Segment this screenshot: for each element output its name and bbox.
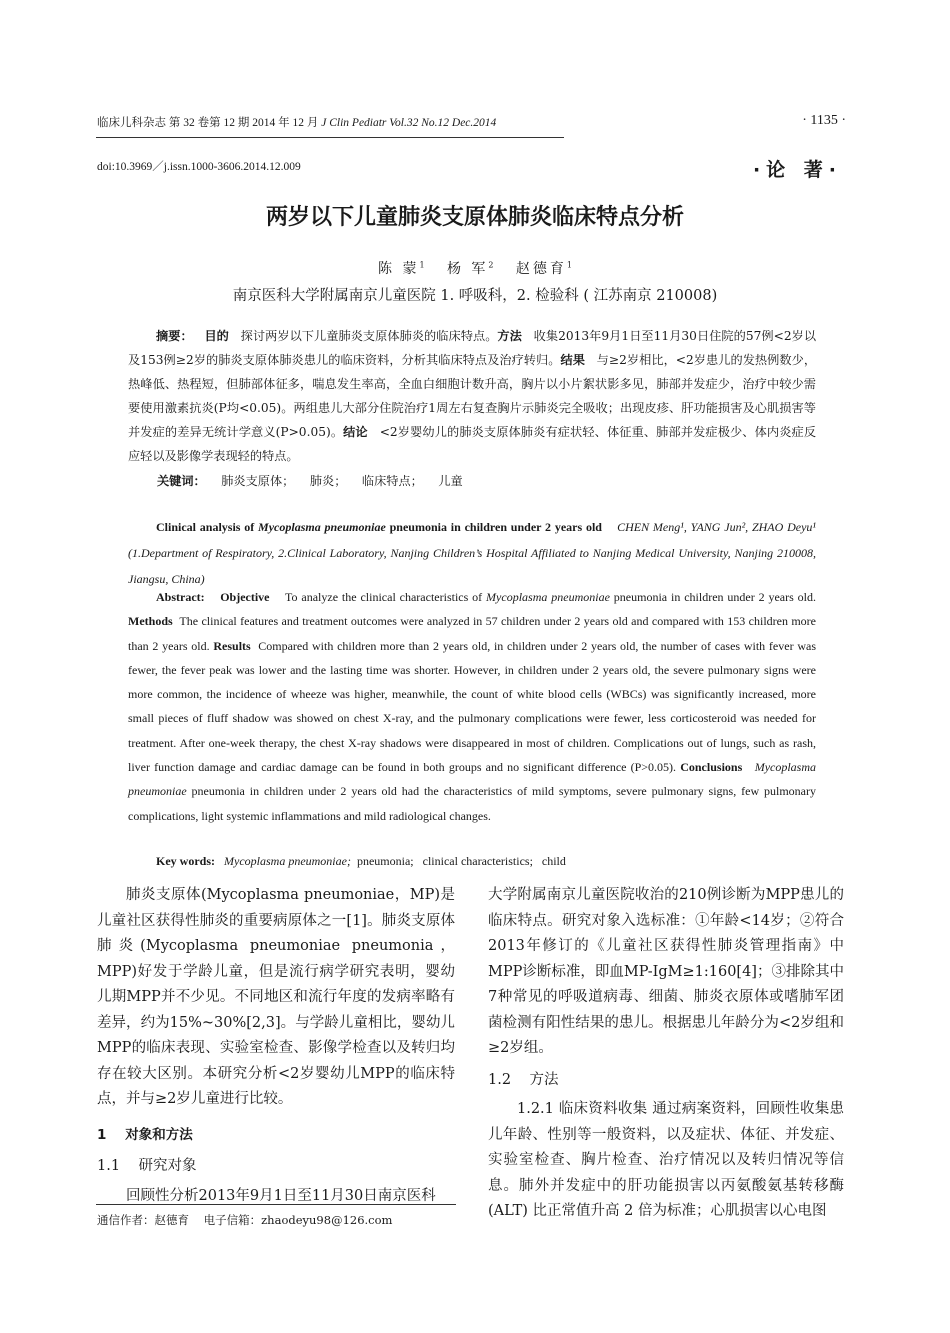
running-header xyxy=(97,114,496,130)
author-sup: 2 xyxy=(488,260,494,270)
body-right-column xyxy=(488,883,844,1225)
keywords-label: 关键词： xyxy=(157,474,206,488)
article-title: 两岁以下儿童肺炎支原体肺炎临床特点分析 xyxy=(265,205,684,230)
english-title-block xyxy=(128,514,816,592)
results-en-label: Results xyxy=(213,638,251,653)
keywords-items: 肺炎支原体； 肺炎； 临床特点； 儿童 xyxy=(221,474,463,488)
methods-label: 方法 xyxy=(497,329,522,343)
affiliation: 南京医科大学附属南京儿童医院 1. 呼吸科，2. 检验科 ( 江苏南京 210008) xyxy=(232,288,718,304)
corresponding-author: 通信作者：赵德育 电子信箱：zhaodeyu98@126.com xyxy=(97,1213,393,1227)
methods-en-text: The clinical features and treatment outcomes were analyzed in 57 children under 2 years old and compared with 153 children more than 2 years old. xyxy=(128,614,816,653)
results-label: 结果 xyxy=(560,353,585,367)
journal-info-en: J Clin Pediatr Vol.32 No.12 Dec.2014 xyxy=(321,117,497,129)
conclusions-en-label: Conclusions xyxy=(680,760,743,775)
author-name: 赵德育 xyxy=(515,261,567,277)
journal-info: 临床儿科杂志 第 32 卷第 12 期 2014 年 12 月 xyxy=(97,117,319,129)
header-rule xyxy=(96,137,564,138)
conclusions-en-text: pneumonia in children under 2 years old had the characteristics of mild symptoms, severe pulmonary signs, few pulmonary complications, light systemic inflammations and mild radiological changes. xyxy=(128,784,816,823)
conclusions-label: 结论 xyxy=(343,425,368,439)
english-abstract: Abstract: Objective To analyze the clinical characteristics of Mycoplasma pneumoniae pneumonia in children under 2 years old. Methods The clinical features and treatment outcomes were analyzed in 57 children under 2 years old and compared with 153 children more than 2 years old. Results Compared with children more than 2 years old, in children under 2 years old, the number of cases with fever was fewer, the fever peak was lower and the lasting time was shorter. However, in children under 2 years old, the severe pulmonary signs were more common, the incidence of wheeze was higher, meanwhile, the count of white blood cells (WBCs) was significantly increased, more small pieces of fluff shadow was showed on chest X-ray, and the pulmonary complications were fewer, less corticosteroid was needed for treatment. After one-week therapy, the chest X-ray shadows were disappeared in most of children. Complications out of lungs, such as rash, liver function damage and cardiac damage can be found in both groups and no significant difference (P>0.05). Conclusions Mycoplasma pneumoniae pneumonia in children under 2 years old had the characteristics of mild symptoms, severe pulmonary signs, few pulmonary complications, light systemic inflammations and mild radiological changes. xyxy=(128,590,817,823)
body-paragraph: 大学附属南京儿童医院收治的210例诊断为MPP患儿的临床特点。研究对象入选标准：①年龄<14岁；②符合2013年修订的《儿童社区获得性肺炎管理指南》中MPP诊断标准，即血MP-IgM≥1:160[4]；③排除其中7种常见的呼吸道病毒、细菌、肺炎衣原体或嗜肺军团菌检测有阳性结果的患儿。根据患儿年龄分为<2岁组和≥2岁组。 xyxy=(488,887,844,1056)
body-paragraph: 肺炎支原体(Mycoplasma pneumoniae，MP)是儿童社区获得性肺炎的重要病原体之一[1]。肺炎支原体肺炎(Mycoplasma pneumoniae pneumonia，MPP)好发于学龄儿童，但是流行病学研究表明，婴幼儿期MPP并不少见。不同地区和流行年度的发病率略有差异，约为15%~30%[2,3]。与学龄儿童相比，婴幼儿MPP的临床表现、实验室检查、影像学检查以及转归均存在较大区别。本研究分析<2岁婴幼儿MPP的临床特点，并与≥2岁儿童进行比较。 xyxy=(97,887,455,1107)
subsection-heading: 1.2 方法 xyxy=(488,1071,559,1088)
author-name: 杨 军 xyxy=(446,261,489,277)
author-sup: 1 xyxy=(566,260,572,270)
english-title: Clinical analysis of Mycoplasma pneumoniae pneumonia in children under 2 years old xyxy=(156,520,602,534)
author-name: 陈 蒙 xyxy=(378,261,420,277)
section-label: ·论 著· xyxy=(752,159,842,181)
english-keywords: Key words: Mycoplasma pneumoniae; pneumonia; clinical characteristics; child xyxy=(156,854,566,868)
footnote-rule xyxy=(96,1204,456,1205)
keywords-cn xyxy=(157,472,463,489)
keywords-en-label: Key words: xyxy=(156,854,215,868)
body-left-column xyxy=(97,883,455,1209)
doi: doi:10.3969／j.issn.1000-3606.2014.12.009 xyxy=(97,161,301,173)
english-authors: CHEN Meng¹, YANG Jun², ZHAO Deyu¹ (1.Department of Respiratory, 2.Clinical Laboratory, Nanjing Children’s Hospital Affiliated to Nanjing Medical University, Nanjing 210008, Jiangsu, China) xyxy=(128,520,816,586)
author-sup: 1 xyxy=(419,260,425,270)
abstract-en-label: Abstract: xyxy=(156,590,205,604)
objective-text: 探讨两岁以下儿童肺炎支原体肺炎的临床特点。 xyxy=(240,329,498,343)
page-number: · 1135 · xyxy=(802,113,846,128)
objective-en-label: Objective xyxy=(220,590,270,604)
conclusions-text: <2岁婴幼儿的肺炎支原体肺炎有症状轻、体征重、肺部并发症极少、体内炎症反应轻以及影像学表现轻的特点。 xyxy=(128,425,817,463)
abstract-label: 摘要： xyxy=(156,329,193,343)
abstract-cn xyxy=(128,324,816,468)
subsection-heading: 1.1 研究对象 xyxy=(97,1158,197,1174)
body-paragraph: 回顾性分析2013年9月1日至11月30日南京医科 xyxy=(126,1187,436,1204)
objective-label: 目的 xyxy=(204,329,229,343)
methods-en-label: Methods xyxy=(128,614,173,629)
body-paragraph: 1.2.1 临床资料收集 通过病案资料，回顾性收集患儿年龄、性别等一般资料，以及症状、体征、并发症、实验室检查、胸片检查、治疗情况以及转归情况等信息。肺外并发症中的肝功能损害以丙氨酸氨基转移酶(ALT) 比正常值升高 2 倍为标准；心肌损害以心电图 xyxy=(488,1101,844,1219)
results-en-text: Compared with children more than 2 years old, in children under 2 years old, the number of cases with fever was fewer, the fever peak was lower and the lasting time was shorter. However, in children under 2 years old, the severe pulmonary signs were more common, the incidence of wheeze was higher, meanwhile, the count of white blood cells (WBCs) was significantly increased, more small pieces of fluff shadow was showed on chest X-ray, and the pulmonary complications were fewer, less corticosteroid was needed for treatment. After one-week therapy, the chest X-ray shadows were disappeared in most of children. Complications out of lungs, such as rash, liver function damage and cardiac damage can be found in both groups and no significant difference (P>0.05). xyxy=(128,638,817,775)
author-list xyxy=(0,258,950,278)
methods-text: 收集2013年9月1日至11月30日住院的57例<2岁以及153例≥2岁的肺炎支原体肺炎患儿的临床资料，分析其临床特点及治疗转归。 xyxy=(128,329,817,367)
results-text: 与≥2岁相比，<2岁患儿的发热例数少，热峰低、热程短，但肺部体征多，喘息发生率高，全血白细胞计数升高，胸片以小片絮状影多见，肺部并发症少，治疗中较少需要使用激素抗炎(P均<0.05)。两组患儿大部分住院治疗1周左右复查胸片示肺炎完全吸收；出现皮疹、肝功能损害及心肌损害等并发症的差异无统计学意义(P>0.05)。 xyxy=(128,353,817,439)
section-heading: 1 对象和方法 xyxy=(97,1126,193,1143)
